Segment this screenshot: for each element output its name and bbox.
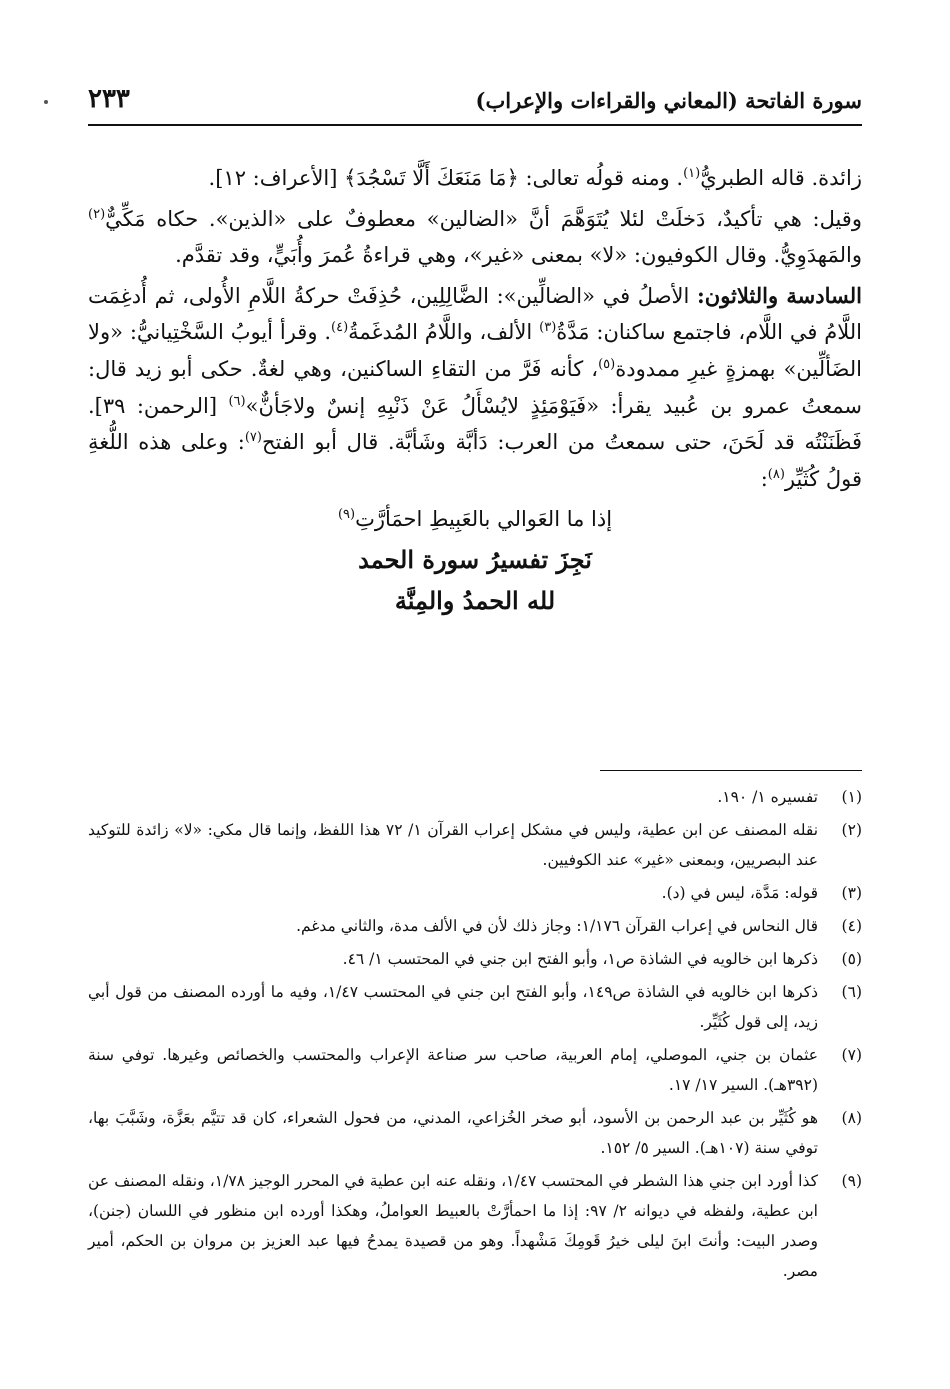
footnote-number: (٥): [841, 950, 862, 968]
main-text: [88, 160, 862, 623]
footnote-ref: (٥): [598, 356, 616, 372]
footnote-number: (٦): [841, 983, 862, 1001]
closing-heading: نَجِزَ تفسيرُ سورة الحمد: [358, 544, 592, 574]
footnote-text: هو كُثَيِّر بن عبد الرحمن بن الأسود، أبو صخر الخُزاعي، المدني، من فحول الشعراء، كان قد تتيَّم بعَزَّة، وشَبَّبَ بها، توفي سنة (١٠٧هـ). السير ٥/ ١٥٢.: [88, 1109, 818, 1157]
footnote-item: [88, 944, 862, 974]
footnote-item: [88, 782, 862, 812]
footnote-item: [88, 878, 862, 908]
footnote-number: (٨): [841, 1109, 862, 1127]
footnote-ref: (٧): [244, 430, 262, 446]
verse-text: إذا ما العَوالي بالعَبِيطِ احمَأرَّتِ: [355, 507, 613, 532]
footnote-ref: (٢): [88, 206, 106, 222]
footnote-text: تفسيره ١/ ١٩٠.: [717, 788, 818, 806]
paragraph-text: ، كأنه فَرَّ من التقاءِ الساكنين، وهي لغةٌ. حكى أبو زيد قال: سمعتُ عمرو بن عُبيد يقرأ: «فَيَوْمَئِذٍ لايُسْأَلُ عَنْ ذَنْبِهِ إنسٌ ولاجَأنٌّ»: [88, 356, 862, 418]
footnote-text: نقله المصنف عن ابن عطية، وليس في مشكل إعراب القرآن ١/ ٧٢ هذا اللفظ، وإنما قال مكي: «لا» زائدة للتوكيد عند البصريين، وبمعنى «غير» عند الكوفيين.: [88, 821, 819, 869]
footnote-text: عثمان بن جني، الموصلي، إمام العربية، صاحب سر صناعة الإعراب والمحتسب والخصائص وغيرها. توفي سنة (٣٩٢هـ). السير ١٧/ ١٧.: [88, 1046, 818, 1094]
section-lead: السادسة والثلاثون:: [697, 282, 862, 308]
footnote-text: ذكرها ابن خالويه في الشاذة ص١، وأبو الفتح ابن جني في المحتسب ١/ ٤٦.: [342, 950, 818, 968]
paragraph-text: . وقرأ أيوبُ السَّخْتِيانيُّ: «ولا الضَألِّين» بهمزةٍ غيرِ ممدودة: [88, 320, 862, 381]
footnote-text: كذا أورد ابن جني هذا الشطر في المحتسب ١/٤٧، ونقله عنه ابن عطية في المحرر الوجيز ١/٧٨، ونقله المصنف عن ابن عطية، ولفظه في ديوانه ٢/ ٩٧: إذا ما احمأرَّتْ بالعبيط العواملُ، وهكذا أورده ابن منظور في اللسان (جنن)، وصدر البيت: وأنتَ ابنَ ليلى خيرُ قَومِكَ مَشْهداً. وهو من قصيدة يمدحُ فيها عبد العزيز بن مروان بن الحكم، أمير مصر.: [88, 1172, 818, 1280]
paragraph-text: :: [760, 466, 768, 491]
footnote-ref: (٦): [228, 393, 246, 409]
footnote-ref: (٣): [539, 320, 557, 336]
footnote-text: ذكرها ابن خالويه في الشاذة ص١٤٩، وأبو الفتح ابن جني في المحتسب ١/٤٧، وفيه ما أورده المصنف من قول أبي زيد، إلى قول كُثَيِّر.: [88, 983, 818, 1031]
page-number: ٢٣٣: [88, 84, 130, 114]
paragraph-text: الألف، واللَّامُ المُدغَمةُ: [348, 320, 540, 345]
doxology: لله الحمدُ والمِنَّة: [394, 585, 556, 615]
footnote-number: (٧): [841, 1046, 862, 1064]
poetry-verse: [88, 501, 862, 538]
footnote-item: [88, 911, 862, 941]
header-title: سورة الفاتحة (المعاني والقراءات والإعراب): [475, 88, 862, 113]
footnote-number: (٣): [841, 884, 862, 902]
paragraph-text: [الرحمن: ٣٩]. فَظَنَنْتُه قد لَحَنَ، حتى سمعتُ من العرب: دَأبَّة وشَأبَّة. قال أبو الفتح: [88, 393, 862, 455]
footnote-divider: [600, 770, 862, 771]
footnotes: [88, 782, 862, 1289]
footnote-ref: (٩): [337, 507, 356, 523]
paragraph-text: وقيل: هي تأكيدٌ، دَخلَتْ لئلا يُتَوَهَّمَ أنَّ «الضالين» معطوفٌ على «الذين». حكاه مَكِّيٌّ: [105, 206, 862, 231]
paragraph-text: . ومنه قولُه تعالى: ﴿مَا مَنَعَكَ أَلَّا تَسْجُدَ﴾ [الأعراف: ١٢].: [208, 166, 684, 190]
footnote-ref: (١): [683, 166, 701, 181]
footnote-text: قوله: مَدَّة، ليس في (د).: [661, 884, 818, 902]
footnote-ref: (٨): [767, 466, 785, 482]
footnote-item: [88, 977, 862, 1037]
paragraph-3: [88, 278, 862, 498]
running-header: [88, 82, 862, 122]
footnote-item: [88, 1166, 862, 1286]
footnote-item: [88, 815, 862, 875]
footnote-number: (٩): [841, 1172, 862, 1190]
paragraph-text: زائدة. قاله الطبريُّ: [700, 166, 862, 190]
footnote-number: (٢): [841, 821, 862, 839]
paragraph-text: الأصلُ في «الضالِّين»: الضَّالِلِين، حُذِفَتْ حركةُ اللَّامِ الأُولى، ثم أُدغِمَت اللَّامُ في اللَّام، فاجتمع ساكنان: مَدَّةُ: [88, 283, 862, 345]
paragraph-text: : وعلى هذه اللُّغةِ قولُ كُثَيِّر: [88, 430, 862, 491]
footnote-item: [88, 1103, 862, 1163]
paragraph-2: [88, 201, 862, 274]
scan-speck: [44, 100, 48, 104]
footnote-text: قال النحاس في إعراب القرآن ١/١٧٦: وجاز ذلك لأن في الألف مدة، والثاني مدغم.: [296, 917, 818, 935]
paragraph-text: والمَهدَوِيُّ. وقال الكوفيون: «لا» بمعنى «غير»، وهي قراءةُ عُمرَ وأُبَيٍّ، وقد تقدَّم.: [175, 243, 862, 268]
footnote-number: (٤): [841, 917, 862, 935]
footnote-item: [88, 1040, 862, 1100]
footnote-number: (١): [841, 788, 862, 806]
footnote-ref: (٤): [331, 320, 349, 336]
header-divider: [88, 124, 862, 126]
paragraph-1: [88, 160, 862, 197]
